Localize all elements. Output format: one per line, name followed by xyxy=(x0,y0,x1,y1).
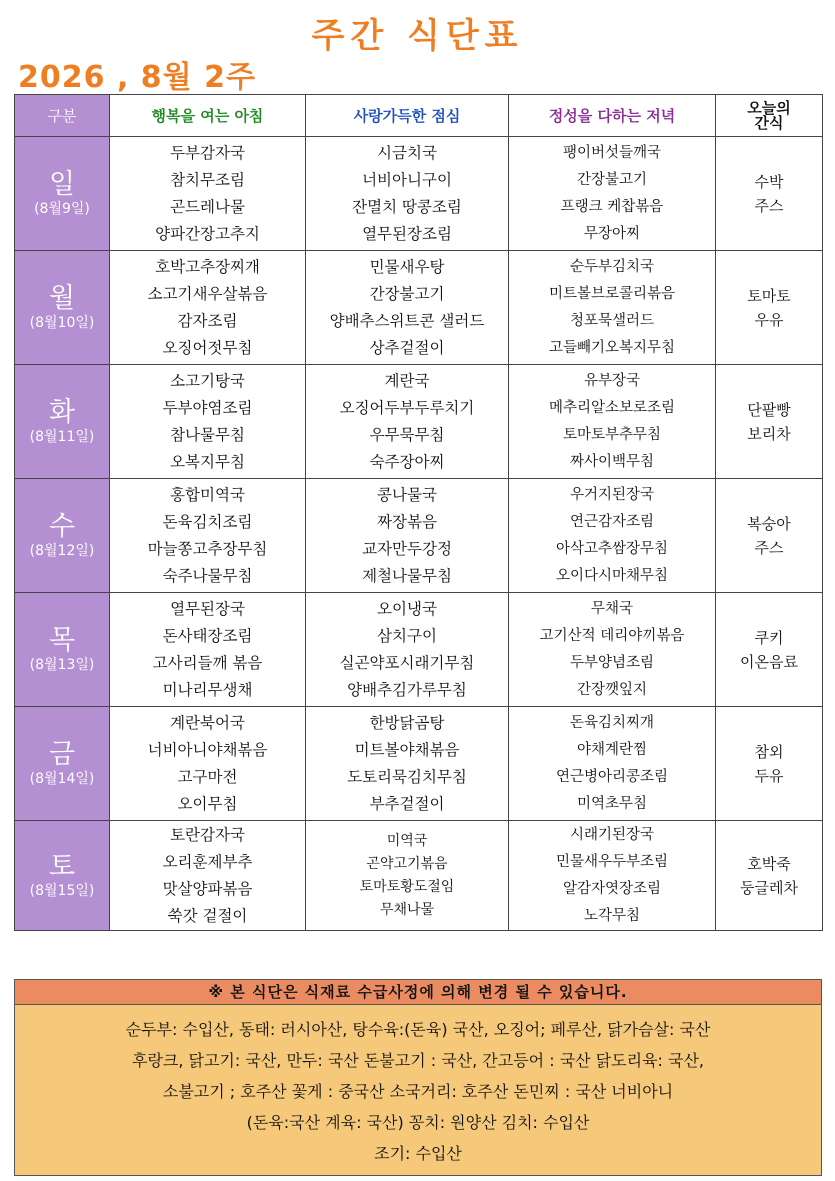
breakfast-cell xyxy=(110,251,306,365)
dinner-cell xyxy=(509,707,716,821)
dish-item: 맛살양파볶음 xyxy=(162,879,253,898)
dish-item: 연근병아리콩조림 xyxy=(555,768,669,785)
dish-item: 호박고추장찌개 xyxy=(155,257,260,276)
dinner-dish-list xyxy=(509,140,715,248)
dish-item: 잔멸치 땅콩조림 xyxy=(352,197,462,216)
dish-item: 토마토부추무침 xyxy=(562,426,662,443)
dinner-cell xyxy=(509,593,716,707)
dish-item: 오이다시마채무침 xyxy=(555,567,669,584)
snack-cell xyxy=(716,821,823,931)
snack-list xyxy=(716,284,822,332)
dish-item: 고사리들깨 볶음 xyxy=(152,653,263,672)
breakfast-dish-list xyxy=(110,140,305,248)
dish-item: 계란국 xyxy=(384,371,430,390)
dish-item: 야채계란찜 xyxy=(576,741,648,758)
breakfast-dish-list xyxy=(110,596,305,704)
dish-item: 미역초무침 xyxy=(576,795,648,812)
snack-cell xyxy=(716,365,823,479)
snack-item: 호박죽 xyxy=(747,854,791,873)
dinner-dish-list xyxy=(509,822,715,930)
origin-line: 후랑크, 닭고기: 국산, 만두: 국산 돈불고기 : 국산, 간고등어 : 국산 닭도리육: 국산, xyxy=(131,1051,704,1070)
day-date: (8월9일) xyxy=(34,200,90,217)
dish-item: 두부양념조림 xyxy=(569,654,655,671)
day-cell xyxy=(15,707,110,821)
dish-item: 간장불고기 xyxy=(369,284,445,303)
snack-item: 이온음료 xyxy=(740,652,798,671)
dish-item: 짜장볶음 xyxy=(377,512,437,531)
breakfast-cell xyxy=(110,137,306,251)
lunch-dish-list xyxy=(306,140,508,248)
dish-item: 토란감자국 xyxy=(170,825,245,844)
dish-item: 교자만두강정 xyxy=(362,539,452,558)
header-snack-line2: 간식 xyxy=(754,113,784,132)
dish-item: 오징어두부두루치기 xyxy=(339,398,475,417)
dish-item: 오복지무침 xyxy=(170,452,245,471)
dish-item: 우무묵무침 xyxy=(369,425,445,444)
origin-lines xyxy=(15,1014,821,1169)
dish-item: 순두부김치국 xyxy=(569,258,655,275)
dinner-dish-list xyxy=(509,254,715,362)
snack-list xyxy=(716,398,822,446)
breakfast-dish-list xyxy=(110,482,305,590)
dish-item: 한방닭곰탕 xyxy=(369,713,445,732)
snack-cell xyxy=(716,251,823,365)
snack-cell xyxy=(716,707,823,821)
origin-line: 조기: 수입산 xyxy=(374,1144,462,1163)
snack-item: 주스 xyxy=(754,196,784,215)
dish-item: 곤약고기볶음 xyxy=(366,855,448,872)
dish-item: 참치무조림 xyxy=(170,170,245,189)
dish-item: 미역국 xyxy=(386,832,428,849)
dinner-cell xyxy=(509,137,716,251)
dish-item: 상추겉절이 xyxy=(369,338,445,357)
dish-item: 우거지된장국 xyxy=(569,486,655,503)
dish-item: 프랭크 케찹볶음 xyxy=(560,198,664,215)
day-date: (8월12일) xyxy=(29,542,95,559)
day-cell xyxy=(15,479,110,593)
dish-item: 계란북어국 xyxy=(170,713,245,732)
dish-item: 마늘쫑고추장무침 xyxy=(147,539,268,558)
dish-item: 시래기된장국 xyxy=(569,826,655,843)
dish-item: 너비아니구이 xyxy=(362,170,452,189)
dinner-cell xyxy=(509,479,716,593)
menu-row xyxy=(15,479,823,593)
snack-item: 보리차 xyxy=(747,424,791,443)
lunch-dish-list xyxy=(306,596,508,704)
dish-item: 실곤약포시래기무침 xyxy=(339,653,475,672)
day-name: 월 xyxy=(48,282,76,314)
snack-list xyxy=(716,852,822,900)
breakfast-cell xyxy=(110,593,306,707)
dish-item: 무장아찌 xyxy=(583,225,641,242)
breakfast-dish-list xyxy=(110,254,305,362)
origin-line: 소불고기 ; 호주산 꽃게 : 중국산 소국거리: 호주산 돈민찌 : 국산 너비아니 xyxy=(162,1082,674,1101)
header-snack-line1: 오늘의 xyxy=(747,98,791,117)
dish-item: 참나물무침 xyxy=(170,425,245,444)
dish-item: 두부감자국 xyxy=(170,143,245,162)
snack-item: 주스 xyxy=(754,538,784,557)
day-name: 일 xyxy=(48,168,76,200)
breakfast-dish-list xyxy=(110,368,305,476)
header-lunch: 사랑가득한 점심 xyxy=(306,95,509,137)
lunch-cell xyxy=(306,821,509,931)
dinner-dish-list xyxy=(509,596,715,704)
lunch-dish-list xyxy=(306,254,508,362)
dish-item: 알감자엿장조림 xyxy=(562,880,662,897)
day-name: 목 xyxy=(48,624,76,656)
day-date: (8월11일) xyxy=(29,428,95,445)
dish-item: 민물새우탕 xyxy=(369,257,445,276)
dish-item: 양파간장고추지 xyxy=(155,224,260,243)
snack-item: 단팥빵 xyxy=(747,400,791,419)
dish-item: 간장깻잎지 xyxy=(576,681,648,698)
header-snack xyxy=(716,95,823,137)
day-name: 화 xyxy=(48,396,76,428)
dish-item: 미트볼야채볶음 xyxy=(354,740,460,759)
dish-item: 오리훈제부추 xyxy=(162,852,253,871)
dinner-dish-list xyxy=(509,482,715,590)
dinner-cell xyxy=(509,251,716,365)
snack-item: 우유 xyxy=(754,310,784,329)
dish-item: 오징어젓무침 xyxy=(162,338,253,357)
table-header-row xyxy=(15,95,823,137)
dish-item: 오이무침 xyxy=(177,794,238,813)
dish-item: 제철나물무침 xyxy=(362,566,452,585)
dish-item: 미트볼브로콜리볶음 xyxy=(548,285,676,302)
day-date: (8월15일) xyxy=(29,882,95,899)
menu-row xyxy=(15,821,823,931)
snack-list xyxy=(716,740,822,788)
dish-item: 돈사태장조림 xyxy=(162,626,253,645)
lunch-cell xyxy=(306,479,509,593)
day-cell xyxy=(15,251,110,365)
snack-item: 토마토 xyxy=(747,286,791,305)
dish-item: 두부야염조림 xyxy=(162,398,253,417)
lunch-dish-list xyxy=(306,830,508,922)
snack-item: 쿠키 xyxy=(754,628,784,647)
menu-row xyxy=(15,707,823,821)
breakfast-cell xyxy=(110,365,306,479)
day-date: (8월14일) xyxy=(29,770,95,787)
snack-item: 둥글레차 xyxy=(740,878,798,897)
snack-item: 복숭아 xyxy=(747,514,791,533)
dish-item: 너비아니야채볶음 xyxy=(147,740,268,759)
origin-info-box xyxy=(14,1005,822,1176)
dish-item: 노각무침 xyxy=(583,907,641,924)
origin-line: (돈육:국산 계육: 국산) 꽁치: 원양산 김치: 수입산 xyxy=(246,1113,590,1132)
header-breakfast: 행복을 여는 아침 xyxy=(110,95,306,137)
menu-body xyxy=(15,137,823,931)
breakfast-dish-list xyxy=(110,822,305,930)
dinner-cell xyxy=(509,365,716,479)
dish-item: 무채나물 xyxy=(379,901,435,918)
dish-item: 아삭고추쌈장무침 xyxy=(555,540,669,557)
lunch-cell xyxy=(306,593,509,707)
menu-row xyxy=(15,365,823,479)
dish-item: 숙주나물무침 xyxy=(162,566,253,585)
menu-row xyxy=(15,251,823,365)
snack-list xyxy=(716,512,822,560)
dish-item: 고구마전 xyxy=(177,767,238,786)
day-cell xyxy=(15,821,110,931)
dinner-dish-list xyxy=(509,368,715,476)
lunch-cell xyxy=(306,707,509,821)
dinner-dish-list xyxy=(509,710,715,818)
dish-item: 돈육김치찌개 xyxy=(569,714,655,731)
page-title: 주간 식단표 xyxy=(311,16,524,56)
day-name: 토 xyxy=(48,850,76,882)
day-name: 금 xyxy=(48,738,76,770)
snack-item: 두유 xyxy=(754,766,784,785)
breakfast-cell xyxy=(110,821,306,931)
breakfast-cell xyxy=(110,707,306,821)
snack-cell xyxy=(716,479,823,593)
origin-line: 순두부: 수입산, 동태: 러시아산, 탕수육:(돈육) 국산, 오징어; 페루산, 닭가슴살: 국산 xyxy=(125,1020,711,1039)
lunch-dish-list xyxy=(306,482,508,590)
breakfast-dish-list xyxy=(110,710,305,818)
dish-item: 양배추스위트콘 샐러드 xyxy=(329,311,485,330)
menu-row xyxy=(15,593,823,707)
dish-item: 고기산적 데리야끼볶음 xyxy=(539,627,685,644)
dish-item: 감자조림 xyxy=(177,311,238,330)
dish-item: 열무된장국 xyxy=(170,599,245,618)
week-label: 2026 , 8월 2주 xyxy=(18,60,256,95)
snack-item: 수박 xyxy=(754,172,784,191)
dish-item: 무채국 xyxy=(590,600,634,617)
dish-item: 토마토황도절임 xyxy=(359,878,455,895)
dish-item: 돈육김치조림 xyxy=(162,512,253,531)
dish-item: 삼치구이 xyxy=(377,626,437,645)
weekly-menu-table xyxy=(14,94,823,931)
lunch-cell xyxy=(306,137,509,251)
notice-banner: ※ 본 식단은 식재료 수급사정에 의해 변경 될 수 있습니다. xyxy=(14,979,822,1005)
day-cell xyxy=(15,137,110,251)
dinner-cell xyxy=(509,821,716,931)
snack-item: 참외 xyxy=(754,742,784,761)
lunch-dish-list xyxy=(306,710,508,818)
snack-list xyxy=(716,626,822,674)
dish-item: 메추리알소보로조림 xyxy=(548,399,676,416)
snack-list xyxy=(716,170,822,218)
dish-item: 유부장국 xyxy=(583,372,641,389)
dish-item: 간장불고기 xyxy=(576,171,648,188)
dish-item: 숙주장아찌 xyxy=(369,452,445,471)
dish-item: 고들빼기오복지무침 xyxy=(548,339,676,356)
dish-item: 민물새우두부조림 xyxy=(555,853,669,870)
lunch-dish-list xyxy=(306,368,508,476)
dish-item: 연근감자조림 xyxy=(569,513,655,530)
dish-item: 홍합미역국 xyxy=(170,485,245,504)
dish-item: 양배추김가루무침 xyxy=(347,680,467,699)
dish-item: 콩나물국 xyxy=(377,485,437,504)
day-date: (8월10일) xyxy=(29,314,95,331)
day-cell xyxy=(15,593,110,707)
dish-item: 팽이버섯들깨국 xyxy=(562,144,662,161)
lunch-cell xyxy=(306,365,509,479)
dish-item: 미나리무생채 xyxy=(162,680,253,699)
snack-cell xyxy=(716,593,823,707)
menu-row xyxy=(15,137,823,251)
dish-item: 쑥갓 겉절이 xyxy=(167,906,248,925)
dish-item: 열무된장조림 xyxy=(362,224,452,243)
dish-item: 소고기탕국 xyxy=(170,371,245,390)
dish-item: 짜사이백무침 xyxy=(569,453,655,470)
lunch-cell xyxy=(306,251,509,365)
dish-item: 시금치국 xyxy=(377,143,437,162)
day-name: 수 xyxy=(48,510,76,542)
header-dinner: 정성을 다하는 저녁 xyxy=(509,95,716,137)
dish-item: 곤드레나물 xyxy=(170,197,245,216)
dish-item: 소고기새우살볶음 xyxy=(147,284,268,303)
dish-item: 청포묵샐러드 xyxy=(569,312,655,329)
snack-cell xyxy=(716,137,823,251)
day-date: (8월13일) xyxy=(29,656,95,673)
dish-item: 도토리묵김치무침 xyxy=(347,767,467,786)
header-day: 구분 xyxy=(15,95,110,137)
dish-item: 부추겉절이 xyxy=(369,794,445,813)
dish-item: 오이냉국 xyxy=(377,599,437,618)
breakfast-cell xyxy=(110,479,306,593)
day-cell xyxy=(15,365,110,479)
